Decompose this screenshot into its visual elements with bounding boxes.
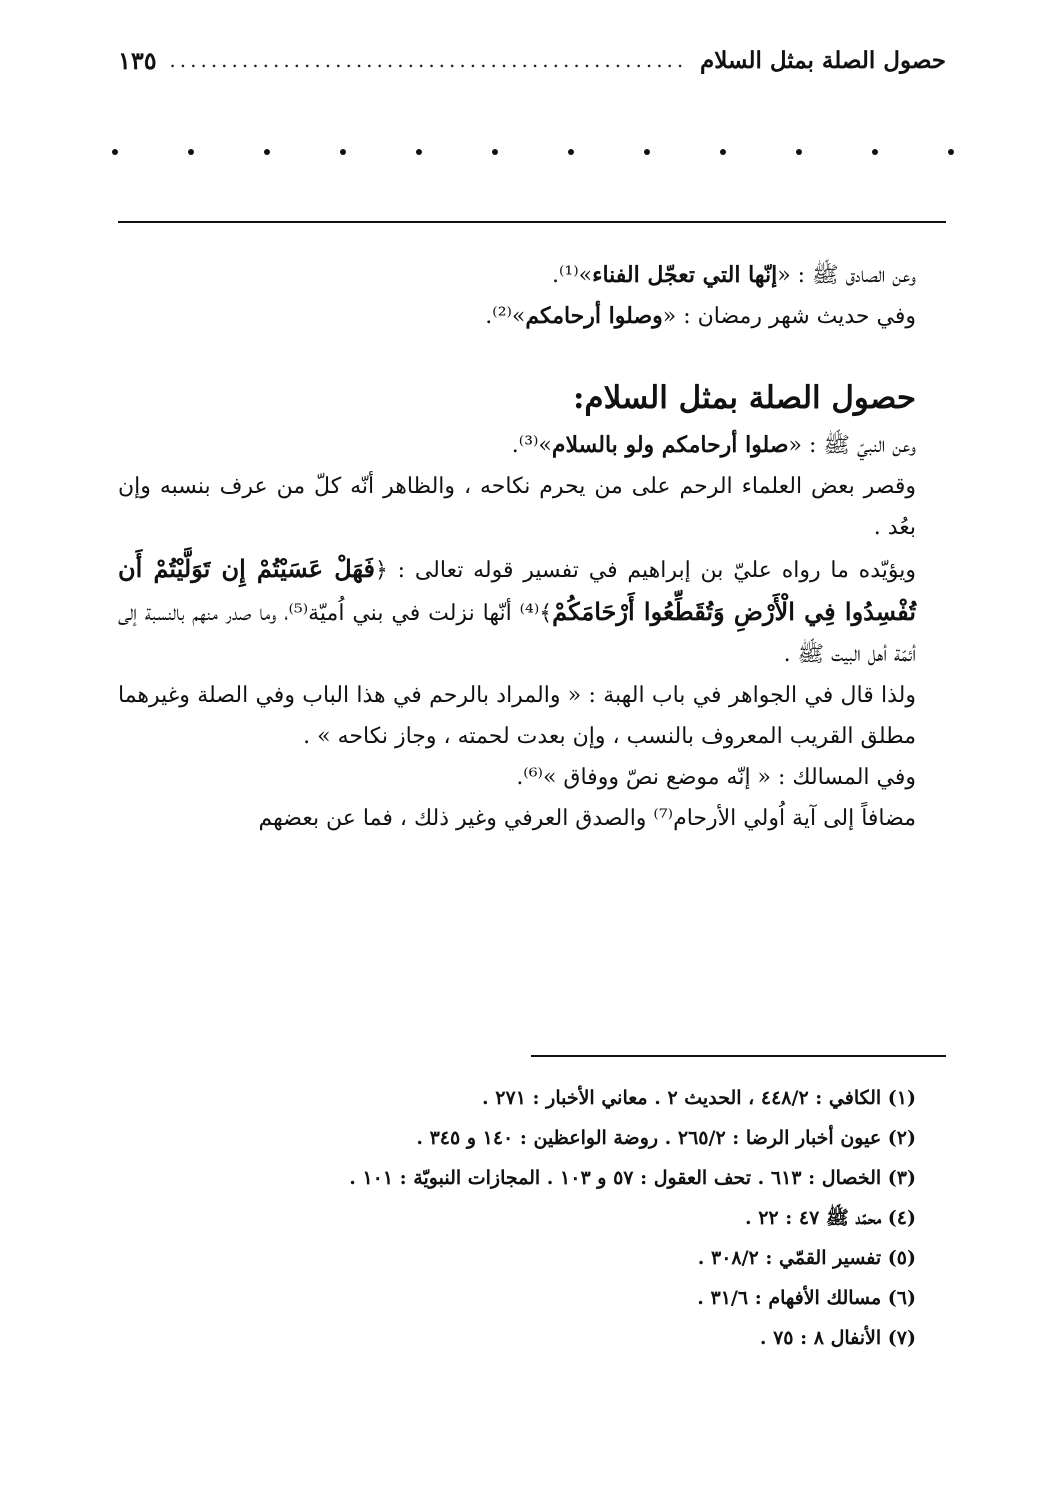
ornament-dot <box>948 149 954 155</box>
footnote-4: (٤) محمّد ﷺ ٤٧ : ٢٢ . <box>744 1207 916 1229</box>
footnote-2: (٢) عيون أخبار الرضا : ٢٦٥/٢ . روضة الواعظين : ١٤٠ و ٣٤٥ . <box>416 1127 916 1149</box>
ornament-dot-row <box>112 140 954 164</box>
ornament-dot <box>796 149 802 155</box>
page-number: ١٣٥ <box>118 45 157 75</box>
running-header <box>118 40 946 80</box>
text-run: »⁽³⁾. <box>511 433 552 458</box>
quran-verse: فَهَلْ عَسَيْتُمْ إِن تَوَلَّيْتُمْ أَن تُفْسِدُوا فِي الْأَرْضِ وَتُقَطِّعُوا أَرْحَامَكُمْ <box>118 554 916 626</box>
quote-bold: صلوا أرحامكم ولو بالسلام <box>551 432 789 458</box>
ornament-dot <box>112 149 118 155</box>
ornament-dot <box>416 149 422 155</box>
paragraph-masalik: وفي المسالك : « إنّه موضع نصّ ووفاق »⁽⁶⁾. <box>516 765 916 790</box>
section-heading: حصول الصلة بمثل السلام: <box>572 380 916 416</box>
paragraph-ramadan <box>118 296 946 337</box>
footnote-6: (٦) مسالك الأفهام : ٣١/٦ . <box>697 1287 916 1309</box>
text-run: ويؤيّده ما رواه عليّ بن إبراهيم في تفسير قوله تعالى : ﴿ <box>374 558 916 583</box>
ornament-dot <box>264 149 270 155</box>
text-run: وعن الصادق ﷺ : « <box>777 263 916 288</box>
quote-bold: إنّها التي تعجّل الفناء <box>592 262 778 288</box>
running-header-title: حصول الصلة بمثل السلام <box>699 46 946 74</box>
paragraph-jawahir: ولذا قال في الجواهر في باب الهبة : « والمراد بالرحم في هذا الباب وفي الصلة وغيرهما مطلق القريب المعروف بالنسب ، وإن بعدت لحمته ، وجاز نكاحه » . <box>118 683 916 749</box>
footnote-5: (٥) تفسير القمّي : ٣٠٨/٢ . <box>697 1247 916 1269</box>
footnote-3: (٣) الخصال : ٦١٣ . تحف العقول : ٥٧ و ١٠٣ . المجازات النبويّة : ١٠١ . <box>349 1167 916 1189</box>
footnote-7: (٧) الأنفال ٨ : ٧٥ . <box>759 1327 916 1349</box>
ornament-dot <box>568 149 574 155</box>
ornament-dot <box>644 149 650 155</box>
footnotes <box>118 1078 946 1358</box>
ornament-dot <box>872 149 878 155</box>
ornament-dot <box>188 149 194 155</box>
ornament-dot <box>720 149 726 155</box>
ornament-dot <box>492 149 498 155</box>
paragraph-prophet <box>118 425 946 466</box>
text-run: »⁽²⁾. <box>485 304 526 329</box>
body-text <box>118 255 946 839</box>
section-divider <box>118 221 946 223</box>
paragraph-continuation: مضافاً إلى آية اُولي الأرحام⁽⁷⁾ والصدق العرفي وغير ذلك ، فما عن بعضهم <box>258 806 916 831</box>
footnote-1: (١) الكافي : ٤٤٨/٢ ، الحديث ٢ . معاني الأخبار : ٢٧١ . <box>482 1087 916 1109</box>
text-run: وفي حديث شهر رمضان : « <box>662 304 916 329</box>
ornament-dot <box>340 149 346 155</box>
text-run: ﴾⁽⁴⁾ أنّها نزلت في بني اُميّة⁽⁵⁾، وما صدر منهم بالنسبة إلى أئمّة أهل البيت ﷺ . <box>118 601 916 667</box>
footnote-divider <box>531 1055 946 1057</box>
quote-bold: وصلوا أرحامكم <box>525 303 663 329</box>
paragraph-sadiq <box>118 255 946 296</box>
text-run: وعن النبيّ ﷺ : « <box>788 433 916 458</box>
paragraph-tafsir <box>118 548 946 675</box>
paragraph-scholars: وقصر بعض العلماء الرحم على من يحرم نكاحه ، والظاهر أنّه كلّ من عرف بنسبه وإن بعُد . <box>118 474 916 540</box>
leader-dots: .................................................. <box>169 48 688 72</box>
text-run: »⁽¹⁾. <box>552 263 593 288</box>
